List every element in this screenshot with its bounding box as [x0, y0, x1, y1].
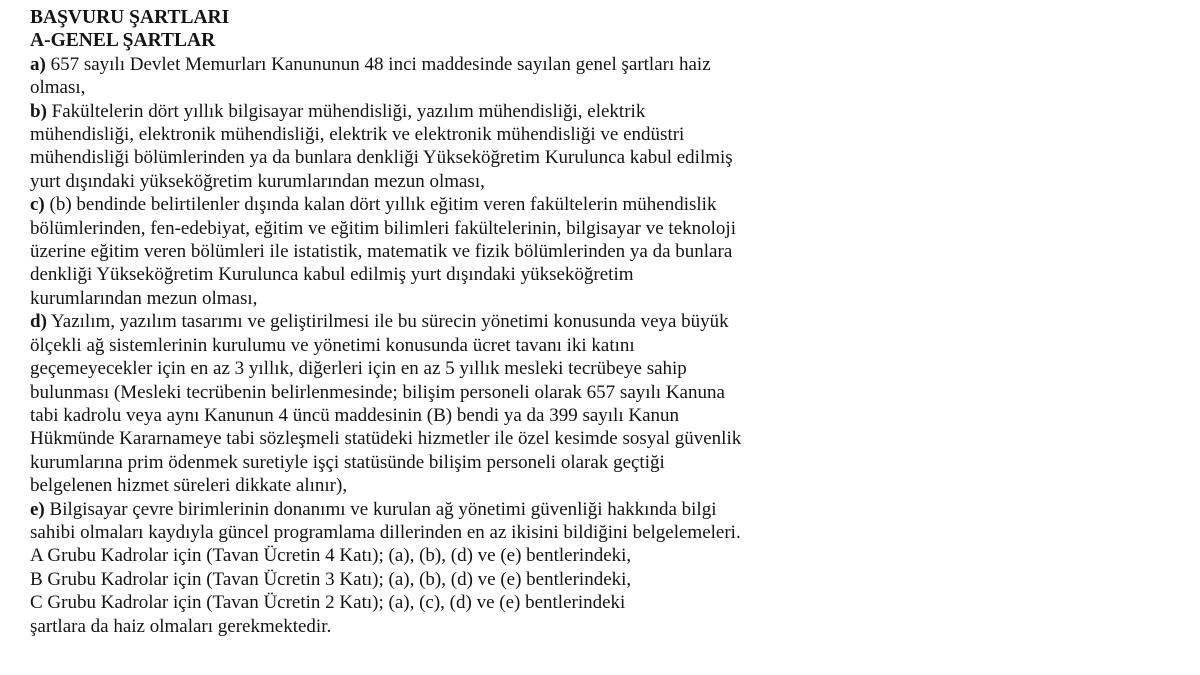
item-c-text: (b) bendinde belirtilenler dışında kalan dört yıllık eğitim veren fakültelerin mühendislik	[49, 194, 717, 216]
item-b-label: b)	[30, 100, 47, 122]
item-b-line-3: mühendisliği bölümlerinden ya da bunlara denkliği Yükseköğretim Kurulunca kabul edilmiş	[30, 147, 733, 169]
item-d-label: d)	[30, 311, 47, 333]
item-d-line-6: Hükmünde Kararnameye tabi sözleşmeli statüdeki hizmetler ile özel kesimde sosyal güvenlik	[30, 428, 742, 450]
item-c-line-2: bölümlerinden, fen-edebiyat, eğitim ve eğitim bilimleri fakültelerinin, bilgisayar ve teknoloji	[30, 217, 736, 239]
item-d-line-2: ölçekli ağ sistemlerinin kurulumu ve yönetimi konusunda ücret tavanı iki katını	[30, 334, 635, 356]
item-d-text: Yazılım, yazılım tasarımı ve geliştirilmesi ile bu sürecin yönetimi konusunda veya büyük	[50, 311, 729, 333]
closing-line-a-group: A Grubu Kadrolar için (Tavan Ücretin 4 Katı); (a), (b), (d) ve (e) bentlerindeki,	[30, 545, 632, 567]
item-d-line-7: kurumlarına prim ödenmek suretiyle işçi statüsünde bilişim personeli olarak geçtiği	[30, 451, 665, 473]
item-c-label: c)	[30, 194, 45, 216]
item-b-line-2: mühendisliği, elektronik mühendisliği, elektrik ve elektronik mühendisliği ve endüstri	[30, 124, 685, 146]
item-a-line-2: olması,	[30, 77, 86, 99]
document-body	[30, 6, 1190, 638]
closing-line-final: şartlara da haiz olmaları gerekmektedir.	[30, 615, 332, 637]
item-c-line-1	[30, 193, 1190, 216]
item-e-line-1	[30, 498, 1190, 521]
item-b-line-1	[30, 100, 1190, 123]
item-b-line-4: yurt dışındaki yükseköğretim kurumlarından mezun olması,	[30, 170, 485, 192]
closing-line-c-group: C Grubu Kadrolar için (Tavan Ücretin 2 Katı); (a), (c), (d) ve (e) bentlerindeki	[30, 592, 626, 614]
item-c-line-5: kurumlarından mezun olması,	[30, 287, 258, 309]
item-c-line-4: denkliği Yükseköğretim Kurulunca kabul edilmiş yurt dışındaki yükseköğretim	[30, 264, 634, 286]
document-title: BAŞVURU ŞARTLARI	[30, 7, 230, 28]
item-c-line-3: üzerine eğitim veren bölümleri ile istatistik, matematik ve fizik bölümlerinden ya da bunlara	[30, 241, 733, 263]
item-d-line-8: belgelenen hizmet süreleri dikkate alınır),	[30, 475, 348, 497]
item-a-label: a)	[30, 53, 46, 75]
item-d-line-1	[30, 310, 1190, 333]
closing-line-b-group: B Grubu Kadrolar için (Tavan Ücretin 3 Katı); (a), (b), (d) ve (e) bentlerindeki,	[30, 568, 632, 590]
item-e-text: Bilgisayar çevre birimlerinin donanımı ve kurulan ağ yönetimi güvenliği hakkında bilgi	[49, 498, 717, 520]
section-heading: A-GENEL ŞARTLAR	[30, 30, 216, 52]
item-e-label: e)	[30, 498, 45, 520]
item-b-text: Fakültelerin dört yıllık bilgisayar mühendisliği, yazılım mühendisliği, elektrik	[51, 100, 646, 122]
item-a-line-1	[30, 53, 1190, 76]
item-d-line-5: tabi kadrolu veya aynı Kanunun 4 üncü maddesinin (B) bendi ya da 399 sayılı Kanun	[30, 404, 680, 426]
item-d-line-3: geçemeyecekler için en az 3 yıllık, diğerleri için en az 5 yıllık mesleki tecrübeye sahip	[30, 358, 687, 380]
item-d-line-4: bulunması (Mesleki tecrübenin belirlenmesinde; bilişim personeli olarak 657 sayılı Kanuna	[30, 381, 725, 403]
item-a-text: 657 sayılı Devlet Memurları Kanununun 48 inci maddesinde sayılan genel şartları haiz	[50, 53, 711, 75]
item-e-line-2: sahibi olmaları kaydıyla güncel programlama dillerinden en az ikisini bildiğini belgelemeleri.	[30, 521, 741, 543]
